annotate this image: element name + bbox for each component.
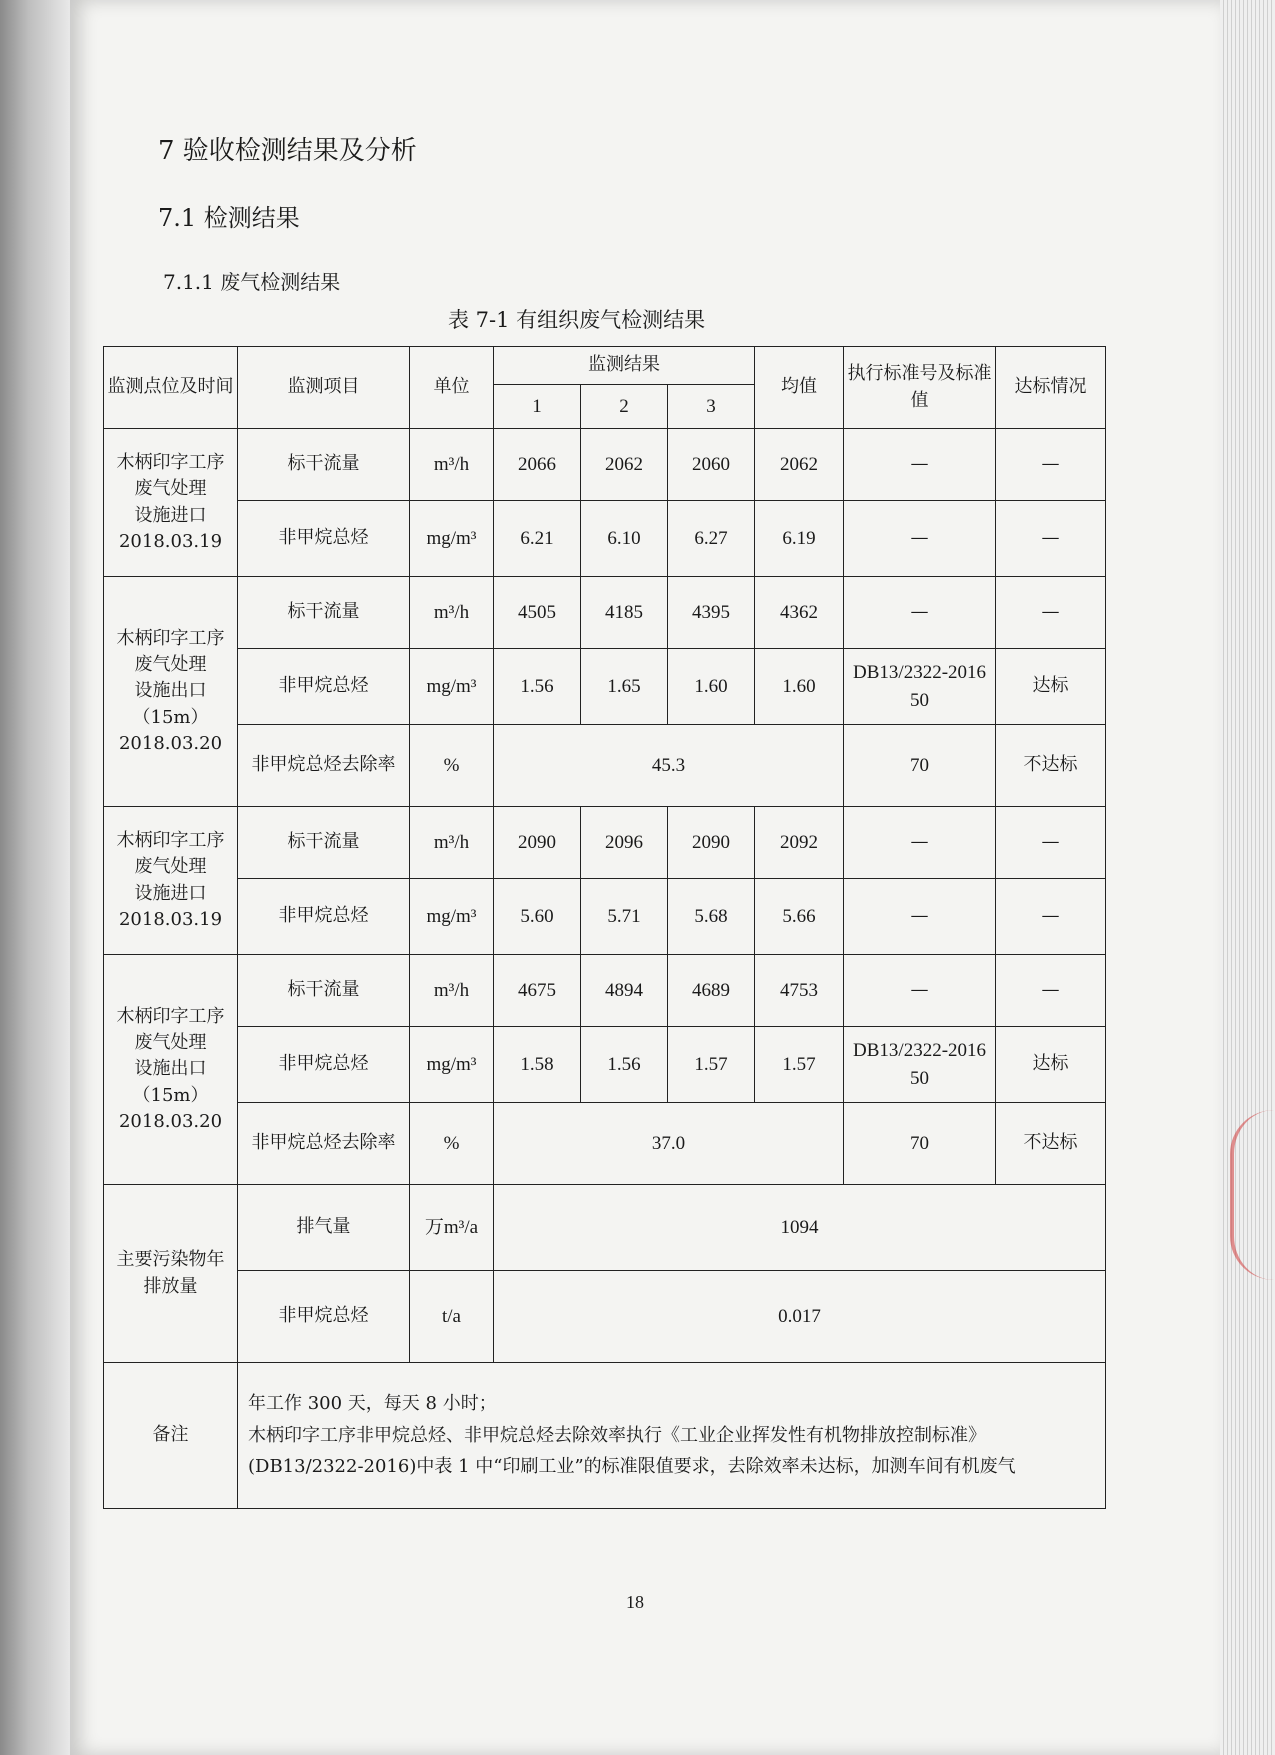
- monitoring-point-line: 设施出口: [134, 1058, 207, 1080]
- table-row: [104, 1271, 1106, 1363]
- unit: mg/m³: [410, 1027, 494, 1103]
- compliance-status: —: [996, 577, 1106, 649]
- mean-value: 1.57: [755, 1027, 844, 1103]
- monitoring-item: 标干流量: [238, 429, 410, 501]
- result-1: 2066: [494, 429, 581, 501]
- standard-value: 70: [844, 1103, 996, 1185]
- result-3: 1.60: [668, 649, 755, 725]
- remarks-label: 备注: [104, 1363, 238, 1509]
- waste-gas-results-table: [103, 346, 1106, 1509]
- standard-value-line: DB13/2322-2016: [853, 1039, 987, 1061]
- standard-value-line: 50: [910, 689, 930, 711]
- header-unit: 单位: [410, 347, 494, 429]
- emission-unit: 万m³/a: [410, 1185, 494, 1271]
- monitoring-point-line: 2018.03.19: [118, 530, 223, 552]
- header-status: 达标情况: [996, 347, 1106, 429]
- result-2: 2096: [581, 807, 668, 879]
- result-2: 1.65: [581, 649, 668, 725]
- remarks-text-line: 年工作 300 天，每天 8 小时；: [248, 1393, 497, 1415]
- monitoring-point-line: 废气处理: [134, 478, 207, 500]
- table-row: [104, 429, 1106, 501]
- mean-value: 1.60: [755, 649, 844, 725]
- monitoring-item: 标干流量: [238, 955, 410, 1027]
- monitoring-point-line: 2018.03.19: [118, 908, 223, 930]
- monitoring-point-line: 木柄印字工序: [116, 1006, 225, 1028]
- remarks-row: [104, 1363, 1106, 1509]
- unit: m³/h: [410, 807, 494, 879]
- monitoring-point-line: 木柄印字工序: [116, 452, 225, 474]
- mean-value: 2092: [755, 807, 844, 879]
- result-1: 4505: [494, 577, 581, 649]
- standard-value: —: [844, 879, 996, 955]
- monitoring-item: 非甲烷总烃: [238, 1027, 410, 1103]
- table-row: [104, 725, 1106, 807]
- unit: m³/h: [410, 429, 494, 501]
- result-2: 1.56: [581, 1027, 668, 1103]
- unit: mg/m³: [410, 649, 494, 725]
- standard-value: [844, 1027, 996, 1103]
- unit: mg/m³: [410, 501, 494, 577]
- subsection-title: 7.1 检测结果: [158, 204, 300, 232]
- mean-value: 2062: [755, 429, 844, 501]
- monitoring-point-line: 2018.03.20: [118, 1110, 223, 1132]
- remarks-text: [238, 1363, 1106, 1509]
- emission-item: 非甲烷总烃: [238, 1271, 410, 1363]
- monitoring-point-line: 废气处理: [134, 654, 207, 676]
- result-2: 4894: [581, 955, 668, 1027]
- monitoring-point-line: （15m）: [132, 1084, 209, 1106]
- header-standard: 执行标准号及标准值: [844, 347, 996, 429]
- result-3: 6.27: [668, 501, 755, 577]
- monitoring-point: [104, 577, 238, 807]
- monitoring-point-line: 设施进口: [134, 882, 207, 904]
- compliance-status: 不达标: [996, 725, 1106, 807]
- annual-emission-label: [104, 1185, 238, 1363]
- monitoring-point-line: 设施出口: [134, 680, 207, 702]
- monitoring-point: [104, 429, 238, 577]
- mean-value: 5.66: [755, 879, 844, 955]
- compliance-status: 不达标: [996, 1103, 1106, 1185]
- result-2: 5.71: [581, 879, 668, 955]
- result-1: 5.60: [494, 879, 581, 955]
- result-3: 4689: [668, 955, 755, 1027]
- result-1: 1.56: [494, 649, 581, 725]
- table-row: [104, 807, 1106, 879]
- header-results: 监测结果: [494, 347, 755, 385]
- table-row: [104, 1185, 1106, 1271]
- unit: m³/h: [410, 577, 494, 649]
- monitoring-item: 标干流量: [238, 577, 410, 649]
- standard-value: —: [844, 955, 996, 1027]
- compliance-status: —: [996, 429, 1106, 501]
- monitoring-point-line: （15m）: [132, 706, 209, 728]
- result-3: 2090: [668, 807, 755, 879]
- compliance-status: —: [996, 879, 1106, 955]
- header-mean: 均值: [755, 347, 844, 429]
- monitoring-point-line: 废气处理: [134, 856, 207, 878]
- result-3: 2060: [668, 429, 755, 501]
- standard-value: —: [844, 429, 996, 501]
- result-2: 4185: [581, 577, 668, 649]
- emission-value: 0.017: [494, 1271, 1106, 1363]
- monitoring-point: [104, 807, 238, 955]
- table-row: [104, 955, 1106, 1027]
- monitoring-point-line: 2018.03.20: [118, 732, 223, 754]
- result-1: 6.21: [494, 501, 581, 577]
- unit: m³/h: [410, 955, 494, 1027]
- page-number: 18: [626, 1592, 644, 1612]
- result-1: 2090: [494, 807, 581, 879]
- result-3: 1.57: [668, 1027, 755, 1103]
- header-point: 监测点位及时间: [104, 347, 238, 429]
- header-item: 监测项目: [238, 347, 410, 429]
- standard-value: —: [844, 501, 996, 577]
- monitoring-item: 非甲烷总烃: [238, 501, 410, 577]
- standard-value: [844, 649, 996, 725]
- result-2: 2062: [581, 429, 668, 501]
- monitoring-point-line: 木柄印字工序: [116, 830, 225, 852]
- book-spine-shadow: [0, 0, 70, 1755]
- header-run-1: 1: [494, 385, 581, 429]
- removal-rate: 37.0: [494, 1103, 844, 1185]
- monitoring-point-line: 设施进口: [134, 504, 207, 526]
- result-1: 4675: [494, 955, 581, 1027]
- result-3: 4395: [668, 577, 755, 649]
- monitoring-item: 标干流量: [238, 807, 410, 879]
- table-row: [104, 879, 1106, 955]
- table-caption: 表 7-1 有组织废气检测结果: [448, 308, 706, 332]
- monitoring-item: 非甲烷总烃: [238, 879, 410, 955]
- compliance-status: —: [996, 501, 1106, 577]
- result-3: 5.68: [668, 879, 755, 955]
- table-row: [104, 501, 1106, 577]
- monitoring-point-line: 木柄印字工序: [116, 628, 225, 650]
- table-row: [104, 1103, 1106, 1185]
- monitoring-item: 非甲烷总烃: [238, 649, 410, 725]
- unit: %: [410, 1103, 494, 1185]
- compliance-status: —: [996, 807, 1106, 879]
- result-1: 1.58: [494, 1027, 581, 1103]
- subsubsection-title: 7.1.1 废气检测结果: [163, 270, 341, 294]
- unit: %: [410, 725, 494, 807]
- monitoring-point-line: 废气处理: [134, 1032, 207, 1054]
- header-run-2: 2: [581, 385, 668, 429]
- mean-value: 6.19: [755, 501, 844, 577]
- standard-value-line: 50: [910, 1067, 930, 1089]
- mean-value: 4362: [755, 577, 844, 649]
- compliance-status: —: [996, 955, 1106, 1027]
- compliance-status: 达标: [996, 649, 1106, 725]
- standard-value: —: [844, 577, 996, 649]
- emission-value: 1094: [494, 1185, 1106, 1271]
- header-run-3: 3: [668, 385, 755, 429]
- standard-value-line: DB13/2322-2016: [853, 661, 987, 683]
- emission-item: 排气量: [238, 1185, 410, 1271]
- page-edge-stack: [1220, 0, 1275, 1755]
- unit: mg/m³: [410, 879, 494, 955]
- annual-emission-label-line: 主要污染物年: [116, 1249, 225, 1271]
- removal-rate: 45.3: [494, 725, 844, 807]
- standard-value: 70: [844, 725, 996, 807]
- monitoring-item: 非甲烷总烃去除率: [238, 1103, 410, 1185]
- emission-unit: t/a: [410, 1271, 494, 1363]
- section-title: 7 验收检测结果及分析: [158, 136, 417, 166]
- result-2: 6.10: [581, 501, 668, 577]
- table-row: [104, 649, 1106, 725]
- table-row: [104, 577, 1106, 649]
- mean-value: 4753: [755, 955, 844, 1027]
- standard-value: —: [844, 807, 996, 879]
- monitoring-item: 非甲烷总烃去除率: [238, 725, 410, 807]
- table-row: [104, 1027, 1106, 1103]
- red-seal-stamp: [1230, 1110, 1274, 1280]
- monitoring-point: [104, 955, 238, 1185]
- compliance-status: 达标: [996, 1027, 1106, 1103]
- remarks-text-line: 木柄印字工序非甲烷总烃、非甲烷总烃去除效率执行《工业企业挥发性有机物排放控制标准》(DB13/2322-2016)中表 1 中“印刷工业”的标准限值要求，去除效率未达标，加测车间有机废气: [248, 1424, 1016, 1478]
- annual-emission-label-line: 排放量: [143, 1275, 198, 1297]
